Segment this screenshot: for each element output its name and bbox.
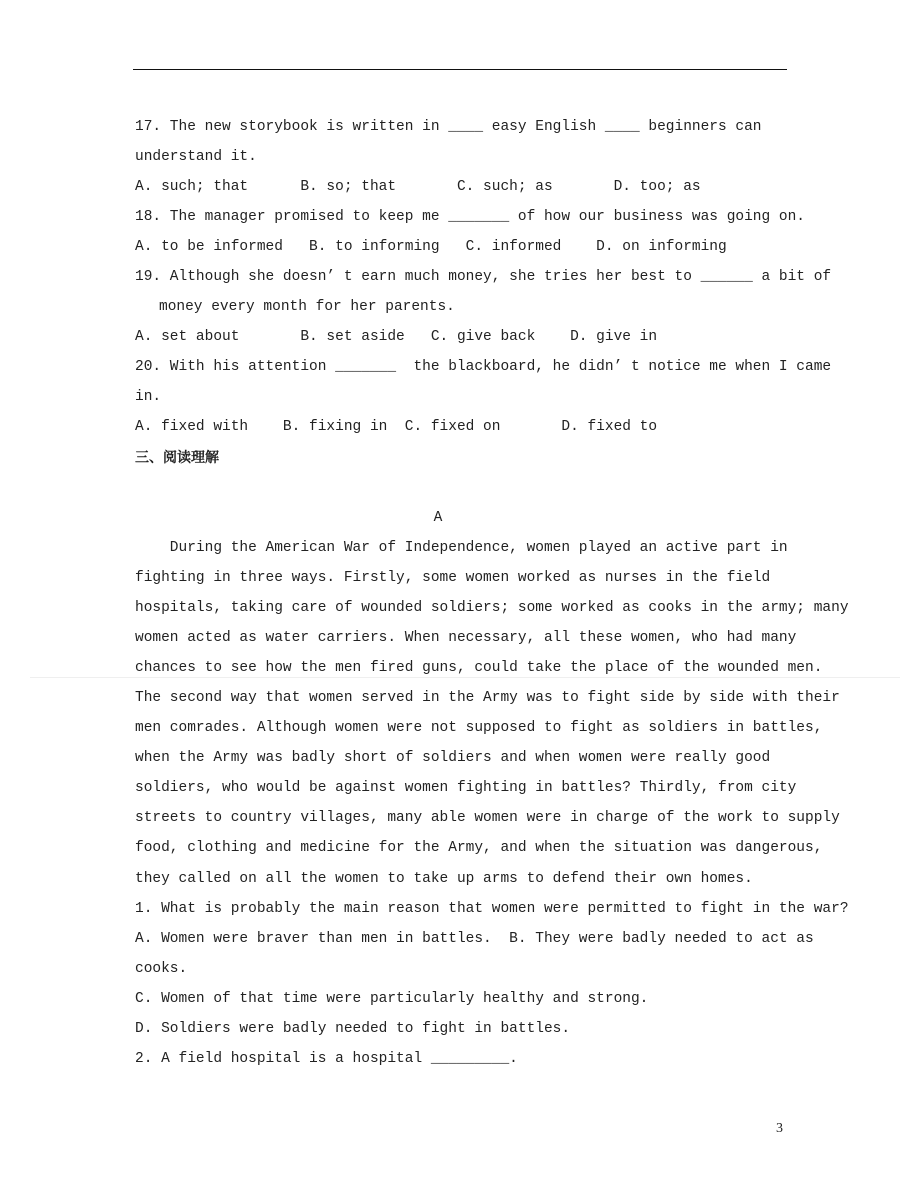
passage-line: they called on all the women to take up arms to defend their own homes. (135, 871, 753, 887)
passage-line: During the American War of Independence, women played an active part in (135, 540, 788, 556)
question-19-stem-line-1: 19. Although she doesn’ t earn much money, she tries her best to ______ a bit of (135, 269, 832, 285)
question-19-stem-line-2: money every month for her parents. (159, 299, 455, 315)
question-17-options: A. such; that B. so; that C. such; as D. too; as (135, 179, 701, 195)
passage-line: soldiers, who would be against women fighting in battles? Thirdly, from city (135, 780, 797, 796)
reading-question-1: 1. What is probably the main reason that women were permitted to fight in the war? (135, 901, 849, 917)
passage-line: men comrades. Although women were not supposed to fight as soldiers in battles, (135, 720, 823, 736)
reading-question-1-options-ab: A. Women were braver than men in battles. B. They were badly needed to act as (135, 931, 814, 947)
question-19-options: A. set about B. set aside C. give back D. give in (135, 329, 658, 345)
section-heading: 三、阅读理解 (135, 450, 219, 466)
passage-line: women acted as water carriers. When necessary, all these women, who had many (135, 630, 797, 646)
passage-line: streets to country villages, many able women were in charge of the work to supply (135, 810, 840, 826)
question-18-options: A. to be informed B. to informing C. informed D. on informing (135, 239, 727, 255)
reading-question-1-options-ab-cont: cooks. (135, 961, 188, 977)
passage-line: when the Army was badly short of soldiers and when women were really good (135, 750, 771, 766)
reading-question-1-option-c: C. Women of that time were particularly healthy and strong. (135, 991, 649, 1007)
reading-question-2: 2. A field hospital is a hospital _________. (135, 1051, 518, 1067)
question-17-stem-line-1: 17. The new storybook is written in ____ easy English ____ beginners can (135, 119, 762, 135)
question-18-stem: 18. The manager promised to keep me _______ of how our business was going on. (135, 209, 806, 225)
passage-line: chances to see how the men fired guns, could take the place of the wounded men. (135, 660, 823, 676)
passage-label: A (433, 510, 443, 526)
question-20-stem-line-2: in. (135, 389, 162, 405)
header-rule (133, 69, 787, 70)
question-17-stem-line-2: understand it. (135, 149, 257, 165)
question-20-stem-line-1: 20. With his attention _______ the blackboard, he didn’ t notice me when I came (135, 359, 832, 375)
passage-line: food, clothing and medicine for the Army, and when the situation was dangerous, (135, 840, 823, 856)
page-number: 3 (776, 1121, 783, 1136)
passage-line: hospitals, taking care of wounded soldiers; some worked as cooks in the army; many (135, 600, 849, 616)
passage-line: The second way that women served in the Army was to fight side by side with their (135, 690, 840, 706)
passage-line: fighting in three ways. Firstly, some women worked as nurses in the field (135, 570, 771, 586)
reading-question-1-option-d: D. Soldiers were badly needed to fight in battles. (135, 1021, 571, 1037)
question-20-options: A. fixed with B. fixing in C. fixed on D. fixed to (135, 419, 658, 435)
